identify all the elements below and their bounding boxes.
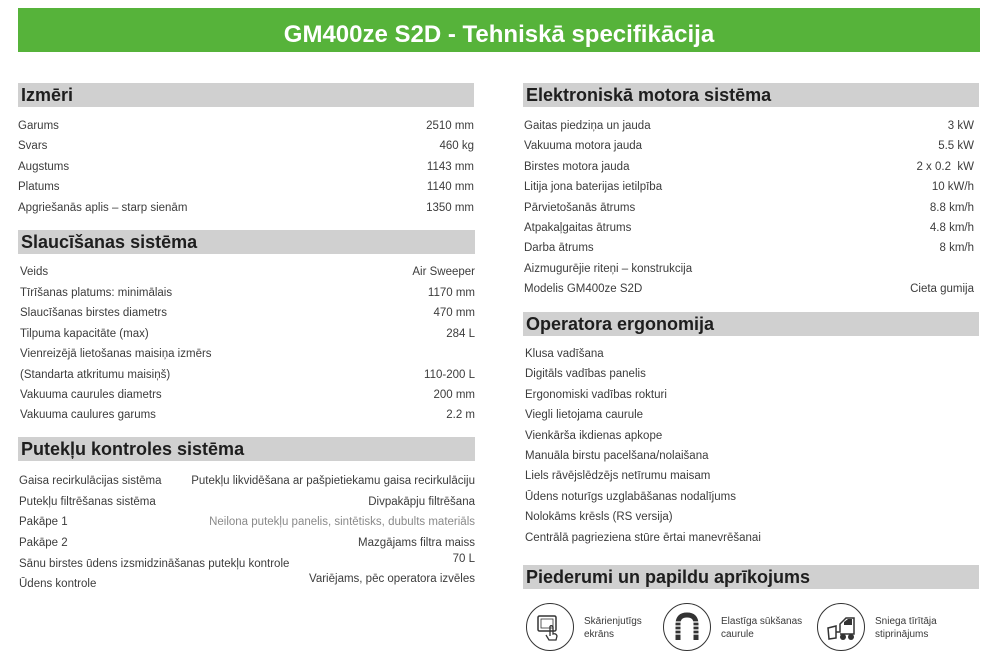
spec-row (18, 198, 474, 218)
spec-value: 1170 mm (427, 287, 475, 299)
spec-row (18, 157, 474, 177)
spec-label: Gaisa recirkulācijas sistēma (19, 475, 162, 487)
spec-value: 2.2 m (446, 409, 475, 421)
list-item: Manuāla birstu pacelšana/nolaišana (525, 450, 709, 462)
spec-value: 470 mm (433, 307, 475, 319)
spec-label: Slaucīšanas birstes diametrs (20, 307, 168, 319)
list-item: Vienkārša ikdienas apkope (525, 430, 663, 442)
spec-row (524, 198, 974, 218)
list-item: Centrālā pagrieziena stūre ērtai manevrēšanai (525, 532, 761, 544)
spec-row (524, 218, 974, 238)
spec-row (524, 116, 974, 136)
spec-label: Platums (18, 181, 60, 193)
spec-value: 1140 mm (426, 181, 474, 193)
spec-value: 4.8 km/h (929, 222, 974, 234)
list-item: Ūdens noturīgs uzglabāšanas nodalījums (525, 491, 736, 503)
flexible-hose-icon (663, 603, 711, 651)
spec-label: Darba ātrums (524, 242, 594, 254)
spec-label: Augstums (18, 161, 70, 173)
spec-row (20, 303, 475, 323)
spec-label: Birstes motora jauda (524, 161, 630, 173)
section-heading-motor: Elektroniskā motora sistēma (523, 83, 979, 107)
spec-row (20, 385, 475, 405)
section-heading-dust-control: Putekļu kontroles sistēma (18, 437, 475, 461)
spec-label: Litija jona baterijas ietilpība (524, 181, 663, 193)
accessory-label: Skārienjutīgs ekrāns (584, 616, 642, 640)
spec-label: Tīrīšanas platums: minimālais (20, 287, 173, 299)
spec-row (524, 177, 974, 197)
spec-value: 1143 mm (426, 161, 474, 173)
spec-row (18, 177, 474, 197)
spec-value: Air Sweeper (412, 266, 475, 278)
accessory-touchscreen (526, 603, 686, 653)
accessory-snow-plow (817, 603, 977, 653)
spec-value: Neilona putekļu panelis, sintētisks, dubults materiāls (209, 516, 475, 528)
accessory-label: Elastīga sūkšanas caurule (721, 616, 803, 640)
spec-row (18, 136, 474, 156)
spec-row (19, 573, 475, 593)
list-item: Nolokāms krēsls (RS versija) (525, 511, 673, 523)
spec-row (20, 344, 475, 364)
accessory-flexible-hose (663, 603, 823, 653)
section-heading-sweeping: Slaucīšanas sistēma (18, 230, 475, 254)
spec-label: Tilpuma kapacitāte (max) (20, 328, 149, 340)
spec-value: Cieta gumija (910, 283, 974, 295)
spec-value: 2 x 0.2 kW (916, 161, 974, 173)
section-heading-ergonomics: Operatora ergonomija (523, 312, 979, 336)
spec-label: (Standarta atkritumu maisiņš) (20, 369, 171, 381)
spec-label: Vienreizējā lietošanas maisiņa izmērs (20, 348, 212, 360)
spec-value: 2510 mm (426, 120, 474, 132)
spec-value: 284 L (446, 328, 475, 340)
spec-value: Variējams, pēc operatora izvēles (309, 573, 475, 585)
spec-row (524, 238, 974, 258)
spec-label: Gaitas piedziņa un jauda (524, 120, 651, 132)
spec-row (20, 324, 475, 344)
accessory-label: Sniega tīrītāja stiprinājums (875, 616, 937, 640)
spec-label: Aizmugurējie riteņi – konstrukcija (524, 263, 693, 275)
spec-label: Veids (20, 266, 49, 278)
list-item: Ergonomiski vadības rokturi (525, 389, 667, 401)
spec-label: Apgriešanās aplis – starp sienām (18, 202, 188, 214)
spec-value: Divpakāpju filtrēšana (368, 496, 475, 508)
spec-row (19, 492, 475, 512)
spec-value: 1350 mm (426, 202, 474, 214)
spec-value: Putekļu likvidēšana ar pašpietiekamu gaisa recirkulāciju (191, 475, 475, 487)
page-title: GM400ze S2D - Tehniskā specifikācija (18, 8, 980, 52)
spec-value: 8.8 km/h (929, 202, 974, 214)
list-item: Digitāls vadības panelis (525, 368, 646, 380)
spec-value: 110-200 L (424, 369, 475, 381)
spec-label: Ūdens kontrole (19, 578, 97, 590)
spec-row (524, 259, 974, 279)
section-heading-accessories: Piederumi un papildu aprīkojums (523, 565, 979, 589)
spec-label: Modelis GM400ze S2D (524, 283, 643, 295)
spec-label: Pārvietošanās ātrums (524, 202, 636, 214)
spec-value: 5.5 kW (938, 140, 974, 152)
spec-row (20, 405, 475, 425)
spec-value: 200 mm (433, 389, 475, 401)
list-item: Viegli lietojama caurule (525, 409, 644, 421)
list-item: Klusa vadīšana (525, 348, 604, 360)
spec-value: 8 km/h (939, 242, 974, 254)
spec-row (20, 283, 475, 303)
spec-value: 10 kW/h (931, 181, 974, 193)
spec-row (20, 365, 475, 385)
spec-value: 460 kg (439, 140, 474, 152)
spec-label: Svars (18, 140, 48, 152)
touchscreen-icon (526, 603, 574, 651)
spec-row (524, 279, 974, 299)
snow-plow-icon (817, 603, 865, 651)
spec-row (524, 136, 974, 156)
spec-label: Vakuuma caulures garums (20, 409, 156, 421)
spec-value: 3 kW (947, 120, 974, 132)
spec-row (524, 157, 974, 177)
list-item: Liels rāvējslēdzējs netīrumu maisam (525, 470, 711, 482)
spec-label: Pakāpe 1 (19, 516, 68, 528)
spec-label: Garums (18, 120, 59, 132)
spec-label: Vakuuma motora jauda (524, 140, 643, 152)
spec-label: Pakāpe 2 (19, 537, 68, 549)
spec-row (19, 533, 475, 553)
section-heading-dimensions: Izmēri (18, 83, 474, 107)
spec-label: Vakuuma caurules diametrs (20, 389, 162, 401)
spec-row (18, 116, 474, 136)
spec-label: Sānu birstes ūdens izsmidzināšanas putekļu kontrole (19, 558, 290, 570)
spec-value: Mazgājams filtra maiss (358, 537, 475, 549)
spec-label: Putekļu filtrēšanas sistēma (19, 496, 156, 508)
spec-label: Atpakaļgaitas ātrums (524, 222, 632, 234)
spec-row (20, 262, 475, 282)
spec-row (19, 471, 475, 491)
spec-value: 70 L (452, 553, 475, 565)
spec-row (19, 512, 475, 532)
